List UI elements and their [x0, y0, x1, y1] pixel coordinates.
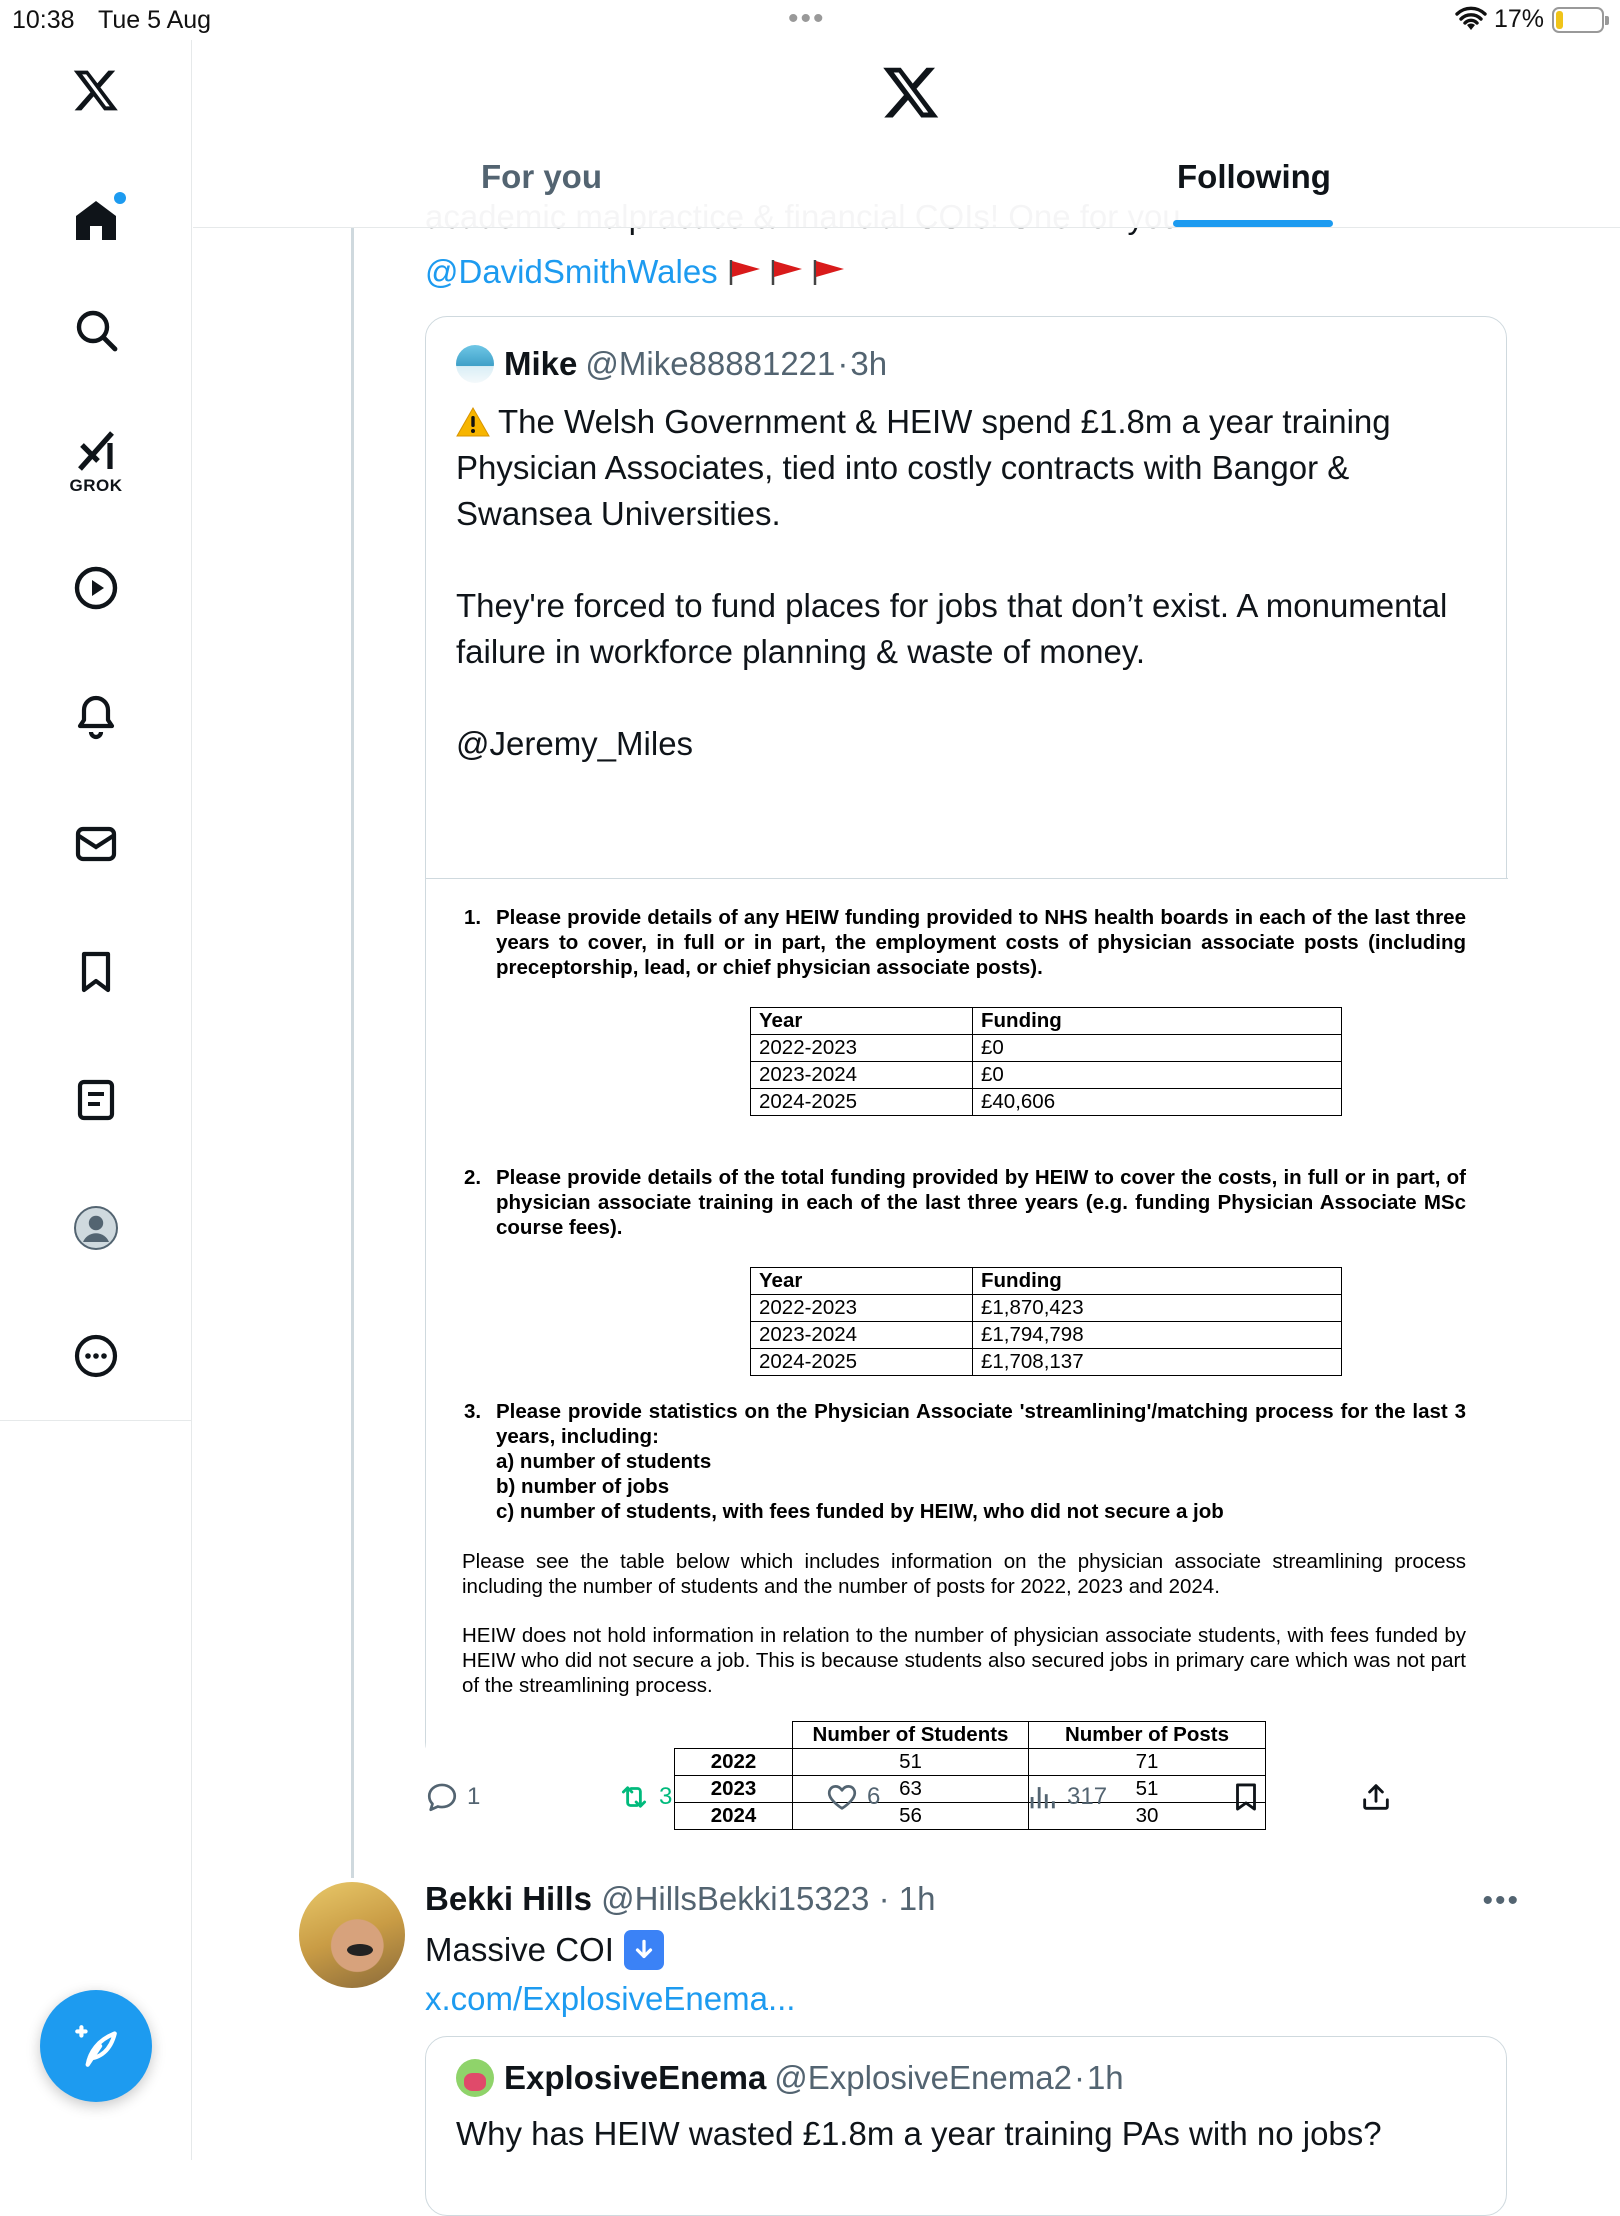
- timeline-header: [193, 40, 1620, 228]
- timestamp[interactable]: 3h: [850, 345, 888, 382]
- battery-icon: [1552, 7, 1604, 33]
- like-count: 6: [867, 1783, 881, 1810]
- bookmark-button[interactable]: [1229, 1780, 1263, 1814]
- question-subitem: a) number of students: [496, 1450, 712, 1473]
- flag-emojis: [728, 258, 846, 286]
- table-header: Funding: [973, 1008, 1342, 1035]
- lists-icon[interactable]: [56, 1060, 136, 1140]
- doc-question-1: [464, 905, 1466, 980]
- quoted-tweet-text: [456, 399, 1476, 767]
- status-date: Tue 5 Aug: [98, 6, 212, 34]
- doc-question-3: [464, 1399, 1466, 1524]
- thread-line: [351, 228, 354, 1878]
- share-button[interactable]: [1359, 1780, 1393, 1814]
- question-text: Please provide statistics on the Physician Associate 'streamlining'/matching process for the last 3 years, including:: [496, 1400, 1466, 1448]
- status-bar: [0, 0, 1620, 40]
- tab-following[interactable]: Following: [1177, 158, 1331, 195]
- author-handle[interactable]: @ExplosiveEnema2: [774, 2059, 1072, 2096]
- table-cell: 63: [793, 1776, 1029, 1803]
- avatar[interactable]: [456, 345, 494, 383]
- sidebar: [0, 40, 192, 2160]
- avatar[interactable]: [299, 1882, 405, 1988]
- sidebar-divider: [0, 1420, 192, 1421]
- tweet-text-content: Massive COI: [425, 1931, 614, 1968]
- battery-percent: 17%: [1493, 5, 1544, 33]
- messages-icon[interactable]: [56, 804, 136, 884]
- tweet-mention-line: [425, 253, 846, 291]
- table-row: [751, 1322, 1342, 1349]
- table-cell: 2022-2023: [751, 1295, 973, 1322]
- table-cell: 2023: [675, 1776, 793, 1803]
- compose-icon: [71, 2021, 121, 2071]
- table-header: [675, 1722, 793, 1749]
- tab-for-you[interactable]: For you: [481, 158, 602, 195]
- table-cell: £40,606: [973, 1089, 1342, 1116]
- warning-icon: [456, 406, 490, 438]
- quoted-tweet-header: [456, 345, 887, 383]
- table-header: Number of Students: [793, 1722, 1029, 1749]
- question-text: Please provide details of the total funding provided by HEIW to cover the costs, in full or in part, of physician associate training in each of the last three years (e.g. funding Physician Associate MSc course fees).: [496, 1166, 1466, 1239]
- question-subitem: c) number of students, with fees funded by HEIW, who did not secure a job: [496, 1500, 1224, 1523]
- share-icon: [1359, 1780, 1393, 1814]
- table-header: Number of Posts: [1029, 1722, 1266, 1749]
- table-row: [751, 1089, 1342, 1116]
- status-time: 10:38: [12, 6, 75, 34]
- table-cell: 30: [1029, 1803, 1266, 1830]
- table-cell: 51: [793, 1749, 1029, 1776]
- compose-button[interactable]: [40, 1990, 152, 2102]
- table-cell: 2023-2024: [751, 1322, 973, 1349]
- question-number: 2.: [464, 1166, 482, 1189]
- quoted-tweet-header: [456, 2059, 1124, 2097]
- wifi-icon: [1456, 8, 1486, 32]
- doc-paragraph: Please see the table below which includes information on the physician associate streamlining process including the number of students and the number of posts for 2022, 2023 and 2024.: [462, 1550, 1466, 1598]
- author-handle[interactable]: @HillsBekki15323: [601, 1880, 870, 1917]
- separator-dot: ·: [837, 345, 849, 382]
- views-icon: [1025, 1780, 1059, 1814]
- reply-icon: [425, 1780, 459, 1814]
- table-header: Year: [751, 1268, 973, 1295]
- heart-icon: [825, 1780, 859, 1814]
- table-cell: 71: [1029, 1749, 1266, 1776]
- author-name[interactable]: ExplosiveEnema: [504, 2059, 767, 2096]
- repost-icon: [617, 1780, 651, 1814]
- down-arrow-icon: [624, 1930, 664, 1970]
- separator-dot: ·: [878, 1880, 890, 1917]
- triangular-flag-icon: [728, 258, 762, 286]
- multitasking-dots[interactable]: •••: [788, 2, 826, 35]
- repost-button[interactable]: [617, 1780, 672, 1814]
- table-header: Funding: [973, 1268, 1342, 1295]
- quoted-tweet-text: Why has HEIW wasted £1.8m a year training PAs with no jobs?: [456, 2115, 1382, 2152]
- x-logo-icon[interactable]: [881, 62, 941, 122]
- question-subitem: b) number of jobs: [496, 1475, 670, 1498]
- like-button[interactable]: [825, 1780, 880, 1814]
- paragraph: They're forced to fund places for jobs that don’t exist. A monumental failure in workforce planning & waste of money.: [456, 587, 1448, 670]
- table-cell: 2024-2025: [751, 1089, 973, 1116]
- mention-link[interactable]: @DavidSmithWales: [425, 253, 718, 290]
- unread-dot: [114, 192, 126, 204]
- table-row: [675, 1749, 1266, 1776]
- separator-dot: ·: [1073, 2059, 1085, 2096]
- table-cell: £1,708,137: [973, 1349, 1342, 1376]
- more-icon[interactable]: [56, 1316, 136, 1396]
- author-name[interactable]: Bekki Hills: [425, 1880, 592, 1917]
- author-name[interactable]: Mike: [504, 345, 578, 382]
- tweet-text: [425, 1930, 664, 1970]
- grok-label: GROK: [69, 476, 123, 495]
- table-cell: £1,794,798: [973, 1322, 1342, 1349]
- question-number: 1.: [464, 906, 482, 929]
- timeline: [193, 228, 1620, 2160]
- battery-fill: [1556, 11, 1563, 29]
- table-cell: £0: [973, 1035, 1342, 1062]
- triangular-flag-icon: [812, 258, 846, 286]
- table-cell: 2024-2025: [751, 1349, 973, 1376]
- home-icon[interactable]: [56, 180, 136, 260]
- views-button[interactable]: [1025, 1780, 1107, 1814]
- table-header: Year: [751, 1008, 973, 1035]
- profile-icon[interactable]: [56, 1188, 136, 1268]
- paragraph-text: The Welsh Government & HEIW spend £1.8m a year training Physician Associates, tied into costly contracts with Bangor & Swansea Universities.: [456, 403, 1391, 532]
- tweet-actions: [425, 1780, 1435, 1830]
- views-count: 317: [1067, 1783, 1108, 1810]
- table-cell: 2024: [675, 1803, 793, 1830]
- timestamp[interactable]: 1h: [1086, 2059, 1124, 2096]
- active-tab-indicator: [1173, 220, 1333, 227]
- more-options-icon[interactable]: •••: [1482, 1884, 1520, 1917]
- tweet-link[interactable]: x.com/ExplosiveEnema...: [425, 1980, 796, 2017]
- bookmarks-icon[interactable]: [56, 932, 136, 1012]
- mention-text[interactable]: @Jeremy_Miles: [456, 725, 694, 762]
- tweet-header: [425, 1880, 935, 1918]
- table-cell: £0: [973, 1062, 1342, 1089]
- timestamp[interactable]: 1h: [898, 1880, 936, 1917]
- grok-icon[interactable]: [56, 418, 136, 498]
- doc-question-2: [464, 1165, 1466, 1240]
- quoted-tweet[interactable]: [425, 2036, 1507, 2216]
- table-cell: 2022: [675, 1749, 793, 1776]
- doc-paragraph: HEIW does not hold information in relation to the number of physician associate students, with fees funded by HEIW who did not secure a job. This is because students also secured jobs in primary care which was not part of the streamlining process.: [462, 1624, 1466, 1697]
- table-cell: 2023-2024: [751, 1062, 973, 1089]
- question-number: 3.: [464, 1400, 482, 1423]
- funding-table-1: [750, 1007, 1342, 1116]
- status-right: [1456, 5, 1604, 34]
- notifications-icon[interactable]: [56, 676, 136, 756]
- avatar-eye: [347, 1944, 373, 1956]
- question-text: Please provide details of any HEIW funding provided to NHS health boards in each of the last three years to cover, in full or in part, the employment costs of physician associate posts (including preceptorship, lead, or chief physician associate posts).: [496, 906, 1466, 979]
- table-cell: £1,870,423: [973, 1295, 1342, 1322]
- reply-button[interactable]: [425, 1780, 480, 1814]
- table-row: [751, 1349, 1342, 1376]
- x-logo-icon[interactable]: [56, 50, 136, 130]
- bookmark-icon: [1229, 1780, 1263, 1814]
- avatar[interactable]: [456, 2059, 494, 2097]
- table-row: [751, 1035, 1342, 1062]
- table-cell: 51: [1029, 1776, 1266, 1803]
- reply-count: 1: [467, 1783, 481, 1810]
- author-handle[interactable]: @Mike88881221: [585, 345, 836, 382]
- paragraph: [456, 399, 1476, 537]
- table-row: [751, 1062, 1342, 1089]
- triangular-flag-icon: [770, 258, 804, 286]
- table-cell: 2022-2023: [751, 1035, 973, 1062]
- table-cell: 56: [793, 1803, 1029, 1830]
- table-row: [751, 1295, 1342, 1322]
- search-icon[interactable]: [56, 290, 136, 370]
- funding-table-2: [750, 1267, 1342, 1376]
- repost-count: 3: [659, 1783, 673, 1810]
- video-icon[interactable]: [56, 548, 136, 628]
